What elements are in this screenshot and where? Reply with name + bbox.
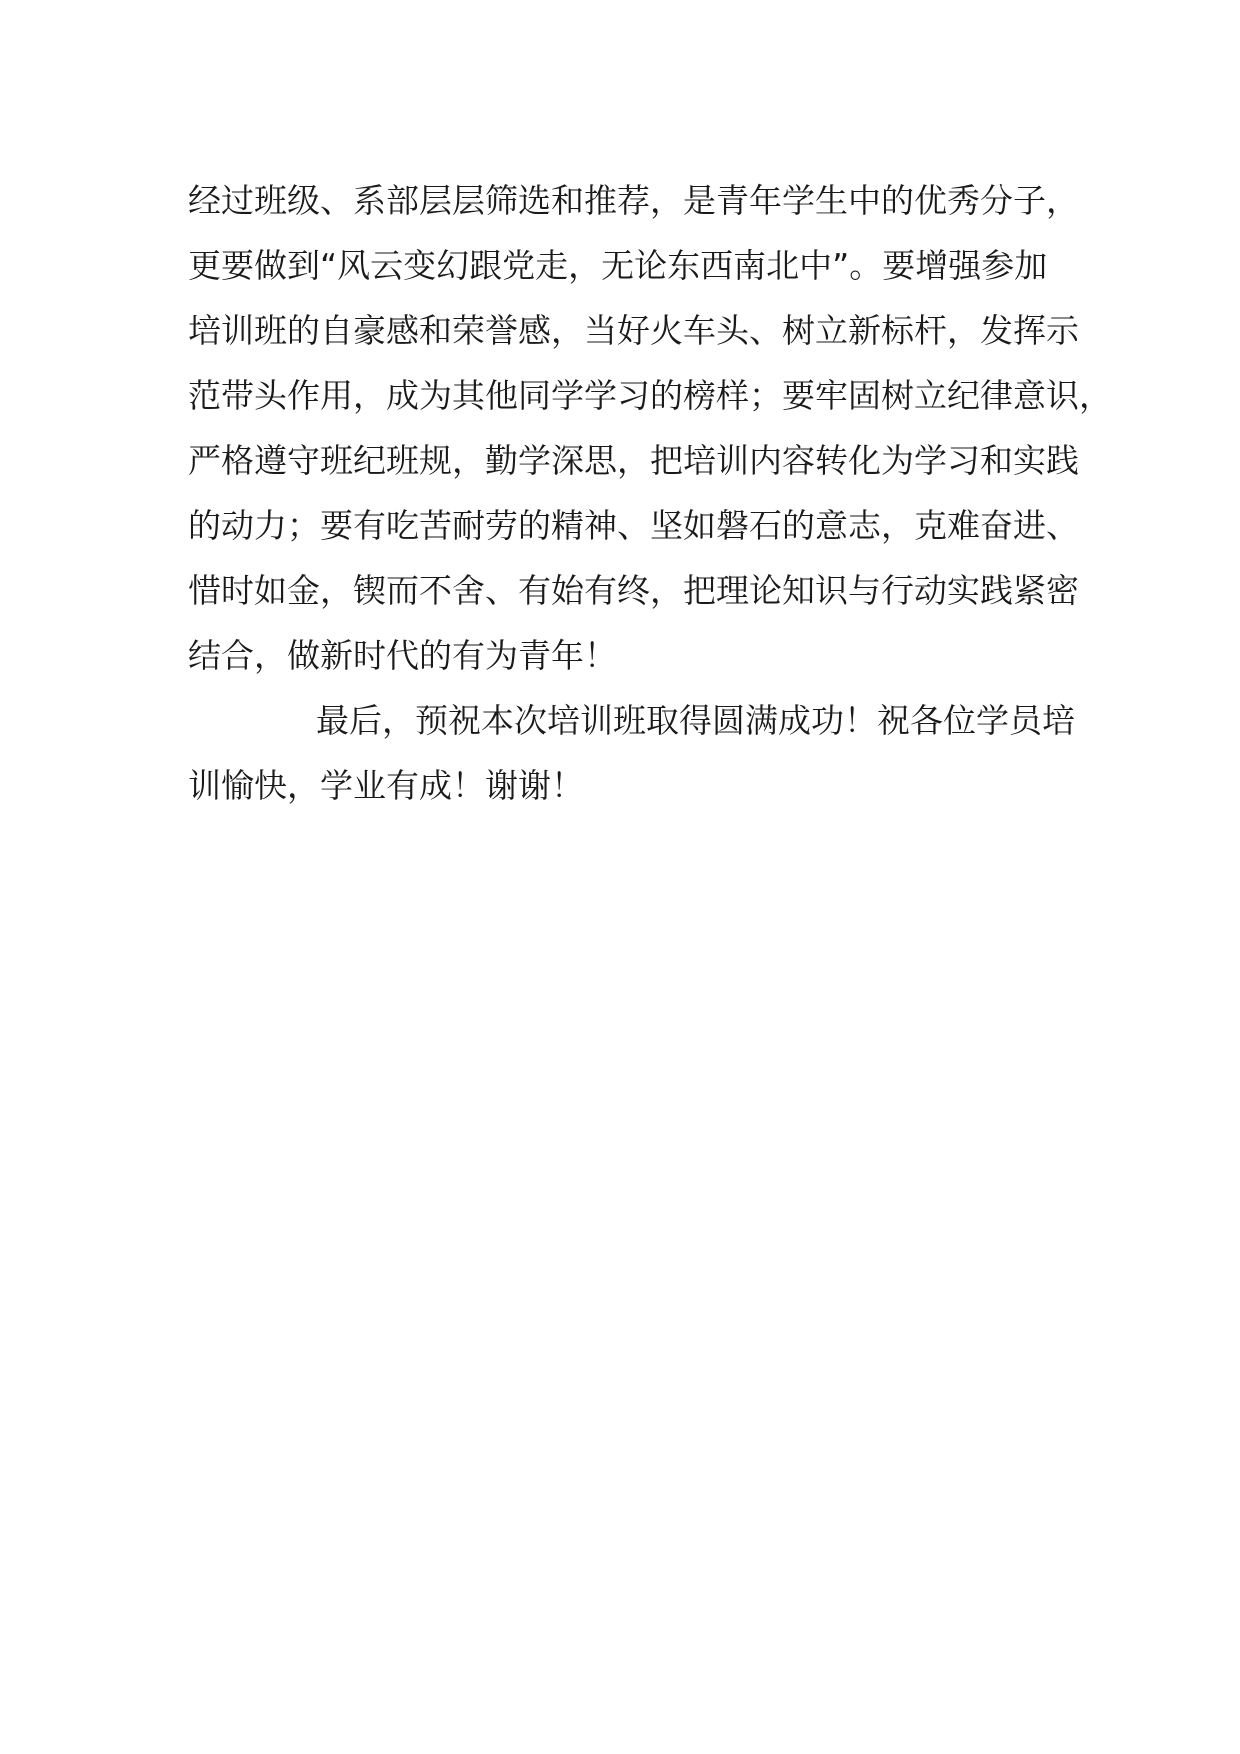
document-body	[188, 168, 1112, 818]
text-line: 经过班级、系部层层筛选和推荐，是青年学生中的优秀分子，	[188, 181, 1079, 220]
text-line: 严格遵守班纪班规，勤学深思，把培训内容转化为学习和实践	[188, 441, 1079, 480]
text-line: 结合，做新时代的有为青年！	[188, 636, 617, 675]
text-line: 最后，预祝本次培训班取得圆满成功！祝各位学员培	[316, 701, 1075, 740]
text-line: 培训班的自豪感和荣誉感，当好火车头、树立新标杆，发挥示	[188, 311, 1079, 350]
paragraph-closing-remarks	[188, 168, 1112, 688]
paragraph-final-wishes	[188, 688, 1088, 818]
text-line: 惜时如金，锲而不舍、有始有终，把理论知识与行动实践紧密	[188, 571, 1079, 610]
text-line: 范带头作用，成为其他同学学习的榜样；要牢固树立纪律意识，	[188, 376, 1112, 415]
text-line: 训愉快，学业有成！谢谢！	[188, 766, 584, 805]
text-line: 的动力；要有吃苦耐劳的精神、坚如磐石的意志，克难奋进、	[188, 506, 1079, 545]
text-line: 更要做到“风云变幻跟党走，无论东西南北中”。要增强参加	[188, 246, 1048, 285]
